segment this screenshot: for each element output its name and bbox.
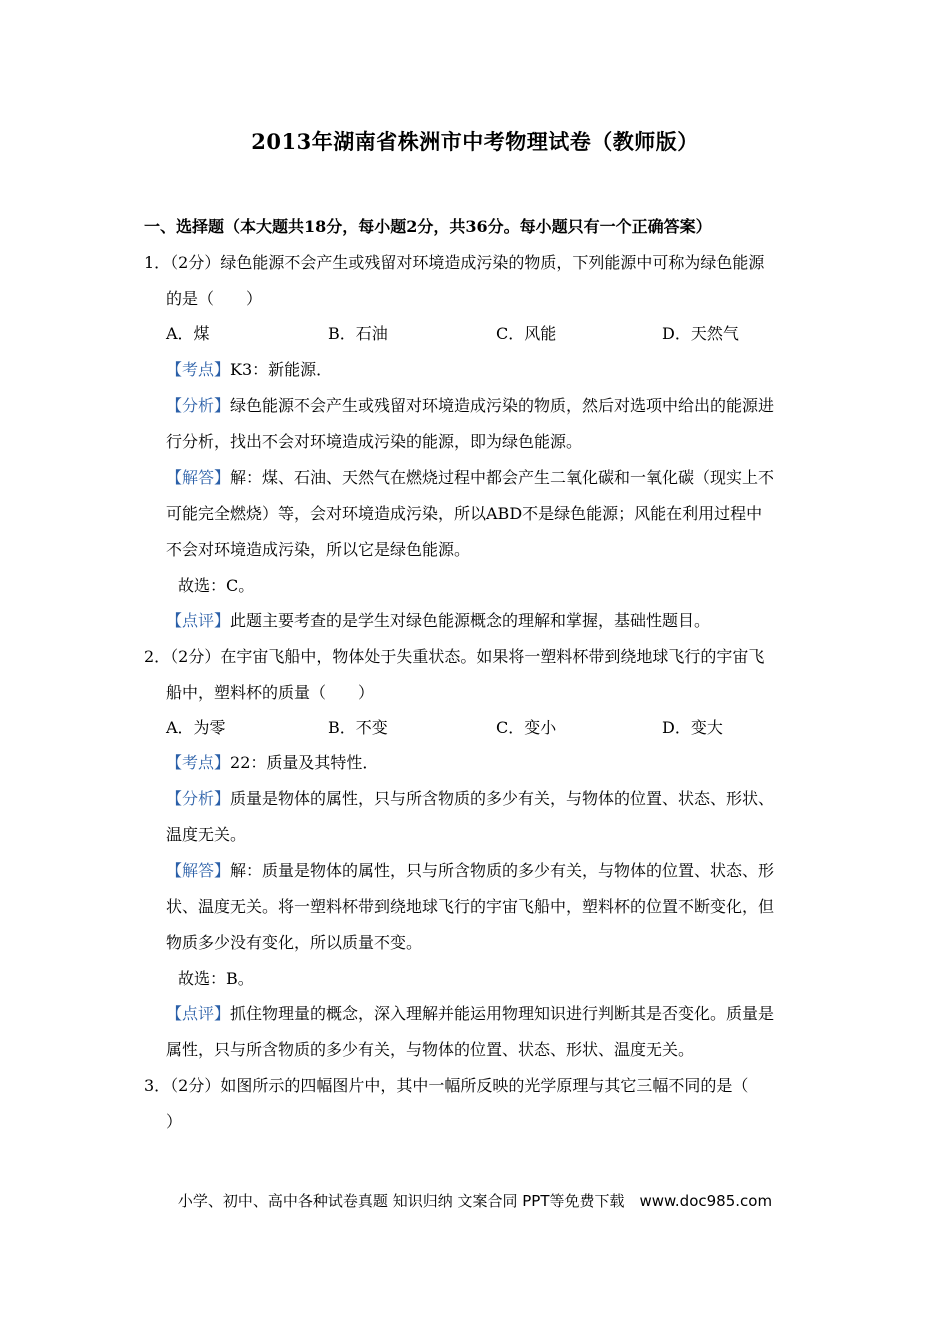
q2-dianping-line2: 属性，只与所含物质的多少有关，与物体的位置、状态、形状、温度无关。 [166, 1040, 695, 1059]
q1-jieda-line2: 可能完全燃烧）等，会对环境造成污染，所以ABD不是绿色能源；风能在利用过程中 [166, 504, 763, 523]
q2-option-d: D．变大 [662, 718, 723, 737]
q2-kaodian-text: 22：质量及其特性． [230, 753, 379, 772]
q2-option-b: B．不变 [328, 718, 388, 737]
q1-option-a: A．煤 [166, 324, 210, 343]
q1-option-c: C．风能 [496, 324, 557, 343]
page-footer: 小学、初中、高中各种试卷真题 知识归纳 文案合同 PPT等免费下载 www.doc985.com [177, 1192, 773, 1210]
q2-jieda-line2: 状、温度无关。将一塑料杯带到绕地球飞行的宇宙飞船中，塑料杯的位置不断变化，但 [166, 897, 775, 916]
q1-jieda-text1: 解：煤、石油、天然气在燃烧过程中都会产生二氧化碳和一氧化碳（现实上不 [230, 468, 775, 487]
q2-jieda [166, 860, 774, 882]
q1-stem-line1: 1．（2分）绿色能源不会产生或残留对环境造成污染的物质，下列能源中可称为绿色能源 [144, 253, 765, 272]
q1-kaodian-text: K3：新能源． [230, 360, 333, 379]
dianping-tag: 【点评】 [166, 611, 231, 630]
q1-dianping [166, 610, 710, 632]
fenxi-tag: 【分析】 [166, 396, 231, 415]
q1-jieda [166, 467, 774, 489]
fenxi-tag: 【分析】 [166, 789, 231, 808]
q2-fenxi-line2: 温度无关。 [166, 825, 247, 844]
q2-fenxi-text1: 质量是物体的属性，只与所含物质的多少有关，与物体的位置、状态、形状、 [230, 789, 775, 808]
q3-stem-line2: ） [166, 1112, 183, 1131]
q2-option-c: C．变小 [496, 718, 557, 737]
q2-kaodian [166, 752, 378, 774]
jieda-tag: 【解答】 [166, 861, 231, 880]
q2-stem-line2: 船中，塑料杯的质量（ ） [166, 683, 375, 702]
q1-option-d: D．天然气 [662, 324, 739, 343]
q2-jieda-line3: 物质多少没有变化，所以质量不变。 [166, 933, 423, 952]
kaodian-tag: 【考点】 [166, 753, 231, 772]
q1-fenxi-text1: 绿色能源不会产生或残留对环境造成污染的物质，然后对选项中给出的能源进 [230, 396, 775, 415]
page-title: 2013年湖南省株洲市中考物理试卷（教师版） [251, 129, 699, 154]
q2-dianping-text1: 抓住物理量的概念，深入理解并能运用物理知识进行判断其是否变化。质量是 [230, 1004, 775, 1023]
section-heading: 一、选择题（本大题共18分，每小题2分，共36分。每小题只有一个正确答案） [144, 217, 712, 236]
q1-dianping-text: 此题主要考查的是学生对绿色能源概念的理解和掌握，基础性题目。 [230, 611, 711, 630]
kaodian-tag: 【考点】 [166, 360, 231, 379]
q1-fenxi-line2: 行分析，找出不会对环境造成污染的能源，即为绿色能源。 [166, 432, 583, 451]
q1-stem-line2: 的是（ ） [166, 289, 263, 308]
q2-dianping [166, 1003, 774, 1025]
q2-option-a: A．为零 [166, 718, 226, 737]
jieda-tag: 【解答】 [166, 468, 231, 487]
q2-stem-line1: 2．（2分）在宇宙飞船中，物体处于失重状态。如果将一塑料杯带到绕地球飞行的宇宙飞 [144, 647, 765, 666]
q3-stem-line1: 3．（2分）如图所示的四幅图片中，其中一幅所反映的光学原理与其它三幅不同的是（ [144, 1076, 749, 1095]
q1-option-b: B．石油 [328, 324, 388, 343]
q2-answer: 故选：B。 [178, 969, 254, 988]
q1-fenxi [166, 395, 774, 417]
q2-fenxi [166, 788, 774, 810]
q1-answer: 故选：C。 [178, 576, 255, 595]
dianping-tag: 【点评】 [166, 1004, 231, 1023]
q1-kaodian [166, 359, 332, 381]
q1-jieda-line3: 不会对环境造成污染，所以它是绿色能源。 [166, 540, 471, 559]
q2-jieda-text1: 解：质量是物体的属性，只与所含物质的多少有关，与物体的位置、状态、形 [230, 861, 775, 880]
